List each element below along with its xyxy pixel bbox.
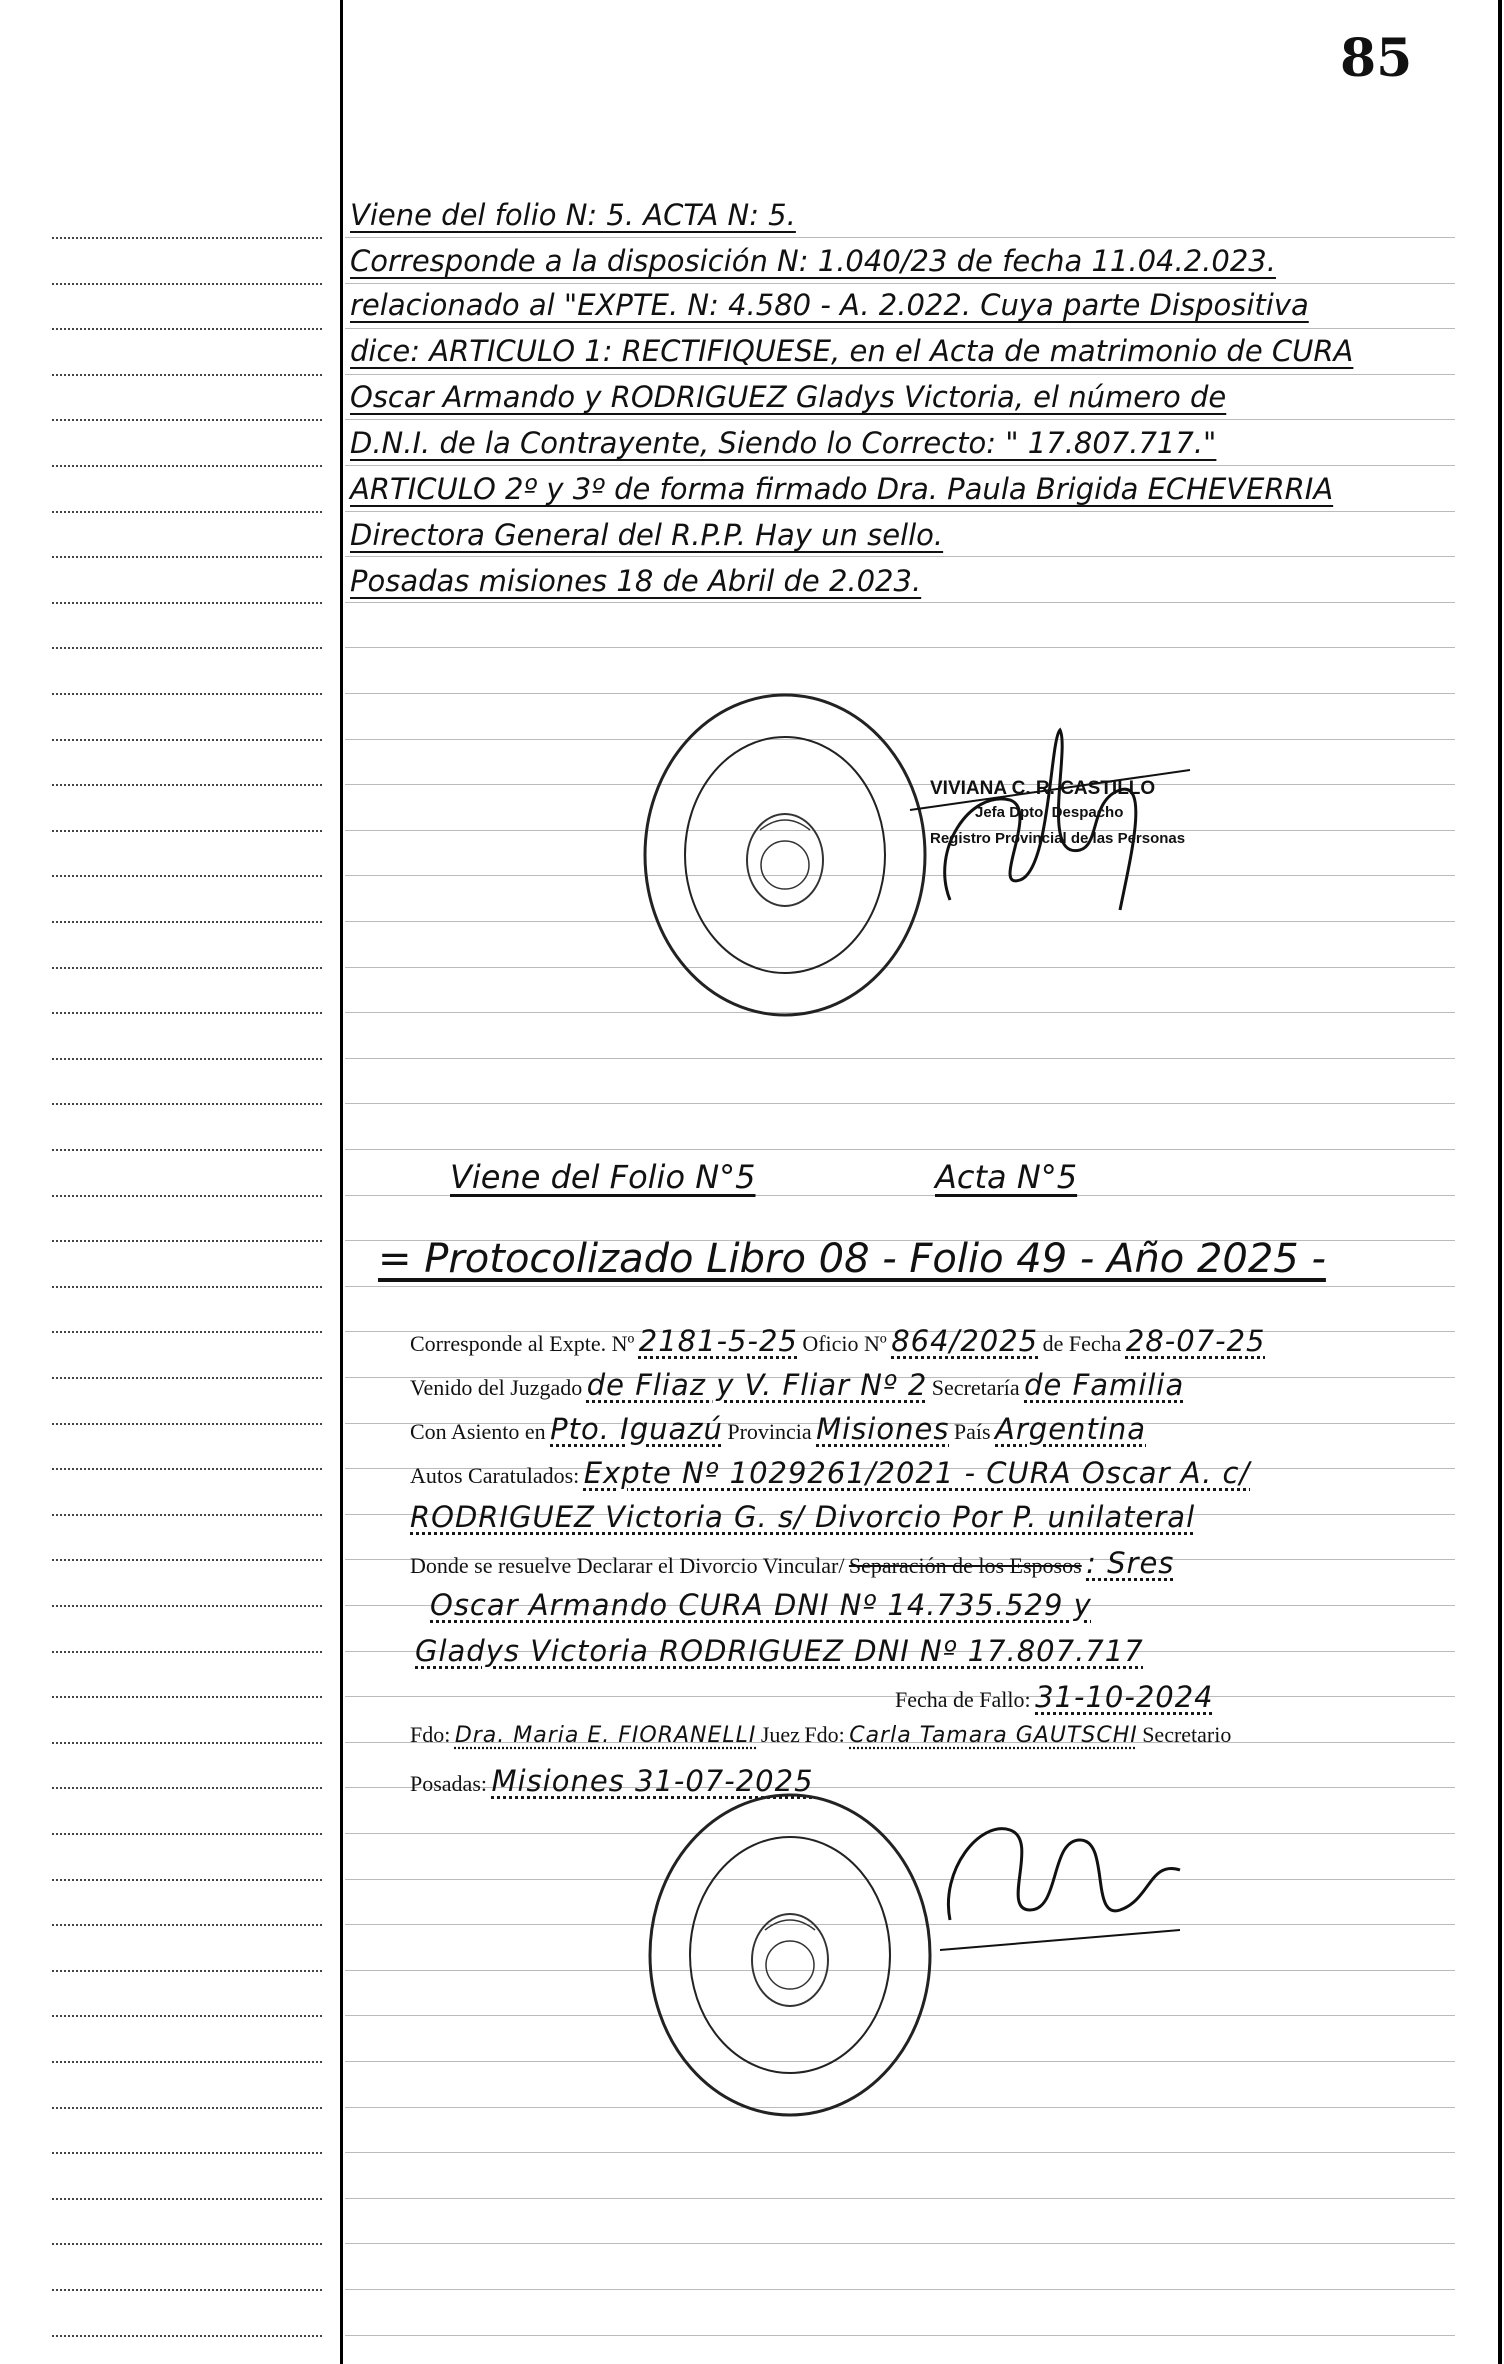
margin-dotted-line xyxy=(52,2152,322,2154)
margin-dotted-line xyxy=(52,419,322,421)
signature-1-name: VIVIANA C. R. CASTILLO xyxy=(930,778,1156,799)
secretario-value: Carla Tamara GAUTSCHI xyxy=(849,1723,1138,1748)
margin-dotted-line xyxy=(52,283,322,285)
autos-value-1: Expte Nº 1029261/2021 - CURA Oscar A. c/ xyxy=(583,1456,1251,1490)
form-row-autos-cont xyxy=(410,1500,1195,1534)
form-row-firmas xyxy=(410,1722,1231,1748)
fallo-label: Fecha de Fallo: xyxy=(895,1687,1031,1712)
form-row-fallo xyxy=(895,1680,1214,1714)
resuelve-label: Donde se resuelve Declarar el Divorcio Vincular/ xyxy=(410,1553,845,1578)
ruled-line xyxy=(345,556,1455,557)
folio-number: 85 xyxy=(1340,28,1413,89)
margin-dotted-line xyxy=(52,511,322,513)
autos-value-2: RODRIGUEZ Victoria G. s/ Divorcio Por P. unilateral xyxy=(410,1500,1196,1534)
margin-dotted-line xyxy=(52,328,322,330)
margin-dotted-line xyxy=(52,465,322,467)
form-row-autos xyxy=(410,1456,1250,1490)
protocolizado-line: = Protocolizado Libro 08 - Folio 49 - Año 2025 - xyxy=(378,1236,1326,1282)
fecha-value: 28-07-25 xyxy=(1125,1324,1266,1358)
margin-dotted-line xyxy=(52,1559,322,1561)
acta-1-line: Posadas misiones 18 de Abril de 2.023. xyxy=(350,564,922,598)
form-row-spouse-1 xyxy=(430,1588,1092,1622)
ruled-line xyxy=(345,283,1455,284)
acta-1-line: D.N.I. de la Contrayente, Siendo lo Correcto: " 17.807.717." xyxy=(350,426,1217,460)
posadas-value: Misiones 31-07-2025 xyxy=(491,1764,814,1798)
provincia-value: Misiones xyxy=(816,1412,950,1446)
margin-dotted-line xyxy=(52,1833,322,1835)
expte-label: Corresponde al Expte. Nº xyxy=(410,1331,635,1356)
juez-value: Dra. Maria E. FIORANELLI xyxy=(454,1723,757,1748)
ruled-line xyxy=(345,465,1455,466)
margin-dotted-line xyxy=(52,1331,322,1333)
spouse-1: Oscar Armando CURA DNI Nº 14.735.529 y xyxy=(430,1588,1092,1622)
expte-value: 2181-5-25 xyxy=(638,1324,798,1358)
acta-1-line: dice: ARTICULO 1: RECTIFIQUESE, en el Acta de matrimonio de CURA xyxy=(350,334,1354,368)
margin-dotted-line xyxy=(52,647,322,649)
margin-dotted-line xyxy=(52,1696,322,1698)
ruled-line xyxy=(345,647,1455,648)
margin-dotted-line xyxy=(52,602,322,604)
acta-1-line: relacionado al "EXPTE. N: 4.580 - A. 2.022. Cuya parte Dispositiva xyxy=(350,288,1309,322)
form-row-asiento xyxy=(410,1412,1146,1446)
form-row-expte xyxy=(410,1324,1265,1358)
margin-dotted-line xyxy=(52,1742,322,1744)
ruled-line xyxy=(345,1286,1455,1287)
secretaria-value: de Familia xyxy=(1024,1368,1185,1402)
margin-dotted-line xyxy=(52,784,322,786)
margin-dotted-line xyxy=(52,1058,322,1060)
registry-seal-2 xyxy=(645,1790,935,2120)
ruled-line xyxy=(345,1149,1455,1150)
secretario-suffix: Secretario xyxy=(1142,1722,1232,1747)
margin-dotted-line xyxy=(52,1240,322,1242)
asiento-label: Con Asiento en xyxy=(410,1419,546,1444)
acta-2-heading-acta: Acta N°5 xyxy=(935,1158,1078,1196)
juez-label: Fdo: xyxy=(410,1722,451,1747)
asiento-value: Pto. Iguazú xyxy=(550,1412,723,1446)
margin-dotted-line xyxy=(52,739,322,741)
acta-1-line: Viene del folio N: 5. ACTA N: 5. xyxy=(350,198,796,232)
margin-dotted-line xyxy=(52,1924,322,1926)
pais-value: Argentina xyxy=(995,1412,1147,1446)
margin-dotted-line xyxy=(52,1423,322,1425)
margin-dotted-line xyxy=(52,2107,322,2109)
acta-2-heading-folio: Viene del Folio N°5 xyxy=(450,1158,756,1196)
ruled-line xyxy=(345,602,1455,603)
acta-1-line: Corresponde a la disposición N: 1.040/23 de fecha 11.04.2.023. xyxy=(350,244,1276,278)
form-row-resuelve xyxy=(410,1546,1174,1580)
ruled-line xyxy=(345,237,1455,238)
margin-dotted-line xyxy=(52,1879,322,1881)
juzgado-label: Venido del Juzgado xyxy=(410,1375,583,1400)
margin-dotted-line xyxy=(52,1468,322,1470)
autos-label: Autos Caratulados: xyxy=(410,1463,580,1488)
form-row-juzgado xyxy=(410,1368,1184,1402)
margin-dotted-line xyxy=(52,693,322,695)
acta-1-line: Directora General del R.P.P. Hay un sello. xyxy=(350,518,944,552)
margin-dotted-line xyxy=(52,1195,322,1197)
signature-1-scribble xyxy=(890,700,1230,940)
secretaria-label: Secretaría xyxy=(931,1375,1020,1400)
signature-1-role: Jefa Dpto. Despacho xyxy=(975,804,1124,821)
ruled-line xyxy=(345,2198,1455,2199)
margin-dotted-line xyxy=(52,2243,322,2245)
provincia-label: Provincia xyxy=(727,1419,812,1444)
ruled-line xyxy=(345,2152,1455,2153)
resuelve-end: : Sres xyxy=(1086,1546,1175,1580)
ruled-line xyxy=(345,328,1455,329)
acta-1-line: Oscar Armando y RODRIGUEZ Gladys Victoria, el número de xyxy=(350,380,1227,414)
margin-dotted-line xyxy=(52,2289,322,2291)
form-row-spouse-2 xyxy=(415,1634,1144,1668)
margin-dotted-line xyxy=(52,1787,322,1789)
margin-dotted-line xyxy=(52,1605,322,1607)
ruled-line xyxy=(345,2335,1455,2336)
ruled-line xyxy=(345,2289,1455,2290)
oficio-value: 864/2025 xyxy=(891,1324,1039,1358)
juzgado-value: de Fliaz y V. Fliar Nº 2 xyxy=(586,1368,928,1402)
ruled-line xyxy=(345,1103,1455,1104)
posadas-label: Posadas: xyxy=(410,1771,487,1796)
fecha-label: de Fecha xyxy=(1042,1331,1122,1356)
margin-dotted-line xyxy=(52,2198,322,2200)
signature-2-scribble xyxy=(920,1800,1240,2000)
margin-dotted-line xyxy=(52,1970,322,1972)
margin-dotted-line xyxy=(52,2061,322,2063)
margin-dotted-line xyxy=(52,2015,322,2017)
margin-dotted-line xyxy=(52,556,322,558)
spouse-2: Gladys Victoria RODRIGUEZ DNI Nº 17.807.717 xyxy=(415,1634,1144,1668)
margin-dotted-line xyxy=(52,875,322,877)
ruled-line xyxy=(345,2243,1455,2244)
margin-line xyxy=(340,0,343,2364)
margin-dotted-line xyxy=(52,1149,322,1151)
margin-dotted-line xyxy=(52,237,322,239)
margin-dotted-line xyxy=(52,1103,322,1105)
fallo-value: 31-10-2024 xyxy=(1035,1680,1214,1714)
ruled-line xyxy=(345,511,1455,512)
resuelve-struck: Separación de los Esposos xyxy=(848,1553,1082,1578)
pais-label: País xyxy=(953,1419,991,1444)
ruled-line xyxy=(345,374,1455,375)
margin-dotted-line xyxy=(52,830,322,832)
ruled-line xyxy=(345,1058,1455,1059)
margin-dotted-line xyxy=(52,1651,322,1653)
juez-suffix: Juez xyxy=(760,1722,800,1747)
registry-seal-1 xyxy=(640,690,930,1020)
margin-dotted-line xyxy=(52,2335,322,2337)
margin-dotted-line xyxy=(52,1514,322,1516)
margin-dotted-line xyxy=(52,1012,322,1014)
secretario-label: Fdo: xyxy=(804,1722,845,1747)
margin-dotted-line xyxy=(52,1377,322,1379)
oficio-label: Oficio Nº xyxy=(802,1331,887,1356)
margin-dotted-line xyxy=(52,921,322,923)
margin-dotted-line xyxy=(52,374,322,376)
margin-dotted-line xyxy=(52,1286,322,1288)
margin-dotted-line xyxy=(52,967,322,969)
acta-1-line: ARTICULO 2º y 3º de forma firmado Dra. Paula Brigida ECHEVERRIA xyxy=(350,472,1334,506)
page-edge-line xyxy=(1498,0,1502,2364)
ruled-line xyxy=(345,419,1455,420)
signature-1-org: Registro Provincial de las Personas xyxy=(930,830,1186,847)
